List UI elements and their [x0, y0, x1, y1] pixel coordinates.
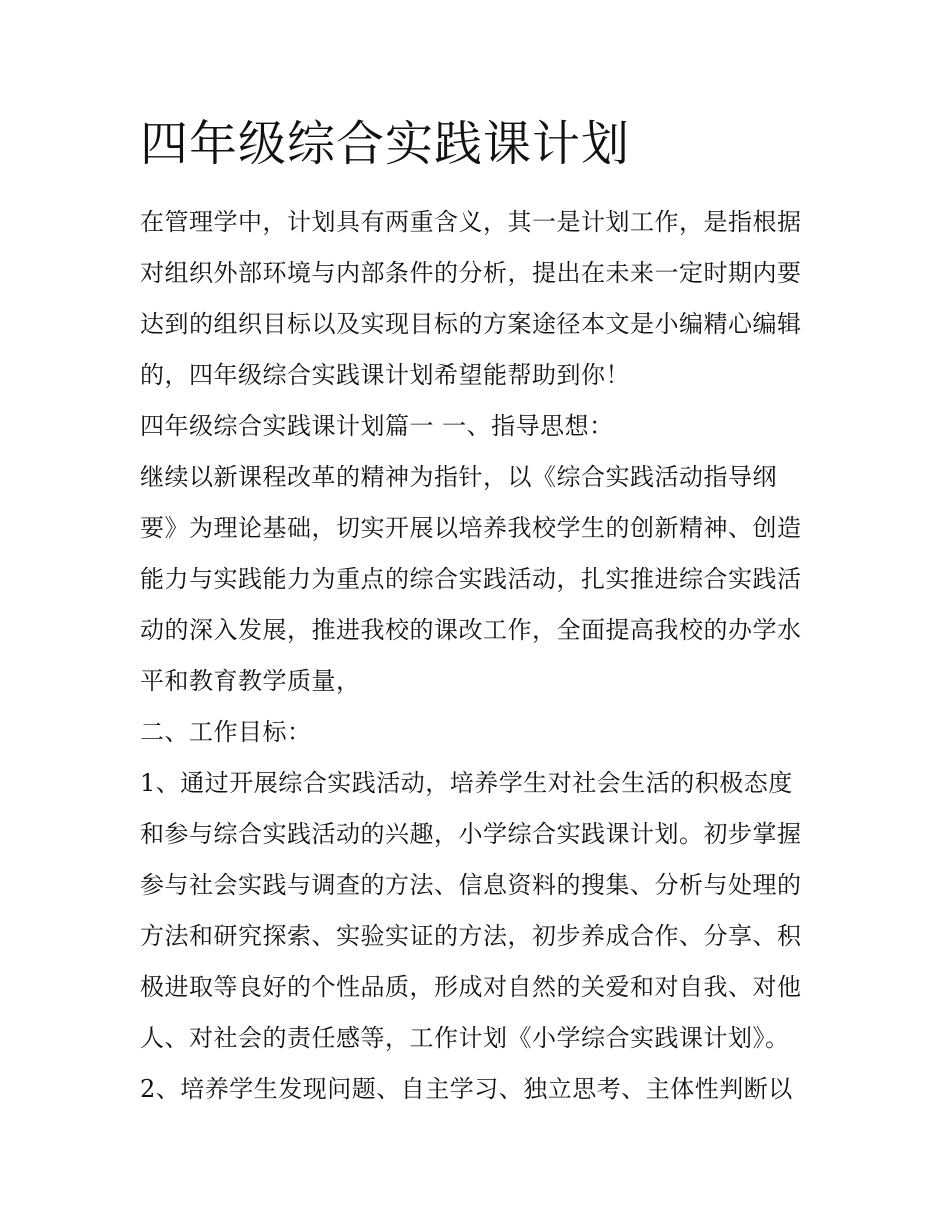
- body-line: 的，四年级综合实践课计划希望能帮助到你！: [140, 361, 630, 389]
- body-line: 人、对社会的责任感等，工作计划《小学综合实践课计划》。: [140, 1024, 790, 1052]
- body-line: 能力与实践能力为重点的综合实践活动，扎实推进综合实践活: [140, 565, 802, 593]
- body-line: 1、通过开展综合实践活动，培养学生对社会生活的积极态度: [140, 769, 793, 797]
- section-heading: 四年级综合实践课计划篇一 一、指导思想：: [140, 412, 614, 440]
- section-heading: 二、工作目标：: [140, 718, 312, 746]
- body-line: 和参与综合实践活动的兴趣，小学综合实践课计划。初步掌握: [140, 820, 802, 848]
- body-line: 方法和研究探索、实验实证的方法，初步养成合作、分享、积: [140, 922, 802, 950]
- body-line: 平和教育教学质量，: [140, 667, 361, 695]
- body-line: 参与社会实践与调查的方法、信息资料的搜集、分析与处理的: [140, 871, 802, 899]
- body-line: 达到的组织目标以及实现目标的方案途径本文是小编精心编辑: [140, 310, 802, 338]
- body-line: 要》为理论基础，切实开展以培养我校学生的创新精神、创造: [140, 514, 802, 542]
- body-line: 对组织外部环境与内部条件的分析，提出在未来一定时期内要: [140, 259, 802, 287]
- document-body: [140, 200, 820, 1118]
- body-line: 动的深入发展，推进我校的课改工作，全面提高我校的办学水: [140, 616, 802, 644]
- body-line: 2、培养学生发现问题、自主学习、独立思考、主体性判断以: [140, 1075, 793, 1103]
- body-line: 在管理学中，计划具有两重含义，其一是计划工作，是指根据: [140, 208, 802, 236]
- body-line: 极进取等良好的个性品质，形成对自然的关爱和对自我、对他: [140, 973, 802, 1001]
- body-line: 继续以新课程改革的精神为指针，以《综合实践活动指导纲: [140, 463, 777, 491]
- document-title: 四年级综合实践课计划: [140, 116, 631, 172]
